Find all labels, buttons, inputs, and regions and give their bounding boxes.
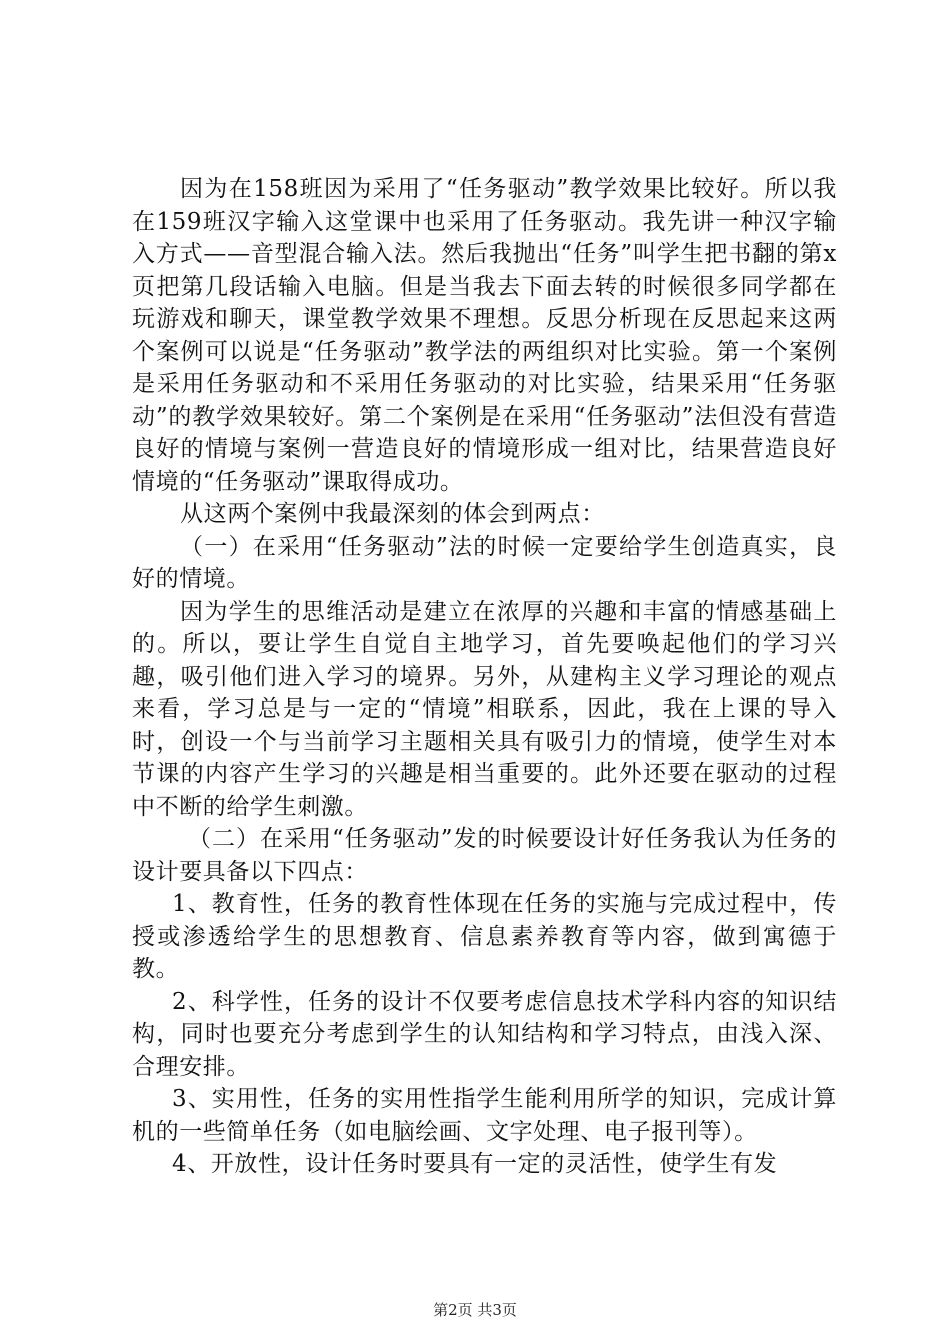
list-item-practical: 3、实用性，任务的实用性指学生能利用所学的知识，完成计算机的一些简单任务（如电脑绘画、文字处理、电子报刊等）。 xyxy=(132,1086,837,1145)
document-body xyxy=(132,173,837,1181)
paragraph-point-two-heading: （二）在采用“任务驱动”发的时候要设计好任务我认为任务的设计要具备以下四点： xyxy=(132,826,837,885)
page-footer: 第2页 共3页 xyxy=(433,1301,517,1319)
paragraph-point-one-body: 因为学生的思维活动是建立在浓厚的兴趣和丰富的情感基础上的。所以，要让学生自觉自主地学习，首先要唤起他们的学习兴趣，吸引他们进入学习的境界。另外，从建构主义学习理论的观点来看，学习总是与一定的“情境”相联系，因此，我在上课的导入时，创设一个与当前学习主题相关具有吸引力的情境，使学生对本节课的内容产生学习的兴趣是相当重要的。此外还要在驱动的过程中不断的给学生刺激。 xyxy=(132,598,837,820)
list-item-open: 4、开放性，设计任务时要具有一定的灵活性，使学生有发 xyxy=(172,1151,778,1177)
paragraph-point-one-heading: （一）在采用“任务驱动”法的时候一定要给学生创造真实，良好的情境。 xyxy=(132,533,837,592)
list-item-educational: 1、教育性，任务的教育性体现在任务的实施与完成过程中，传授或渗透给学生的思想教育、信息素养教育等内容，做到寓德于教。 xyxy=(132,891,837,982)
list-item-scientific: 2、科学性，任务的设计不仅要考虑信息技术学科内容的知识结构，同时也要充分考虑到学生的认知结构和学习特点，由浅入深、合理安排。 xyxy=(132,988,837,1080)
paragraph-two-points-intro: 从这两个案例中我最深刻的体会到两点： xyxy=(180,501,605,527)
paragraph-case-analysis: 因为在158班因为采用了“任务驱动”教学效果比较好。所以我在159班汉字输入这堂课中也采用了任务驱动。我先讲一种汉字输入方式——音型混合输入法。然后我抛出“任务”叫学生把书翻的第x页把第几段话输入电脑。但是当我去下面去转的时候很多同学都在玩游戏和聊天，课堂教学效果不理想。反思分析现在反思起来这两个案例可以说是“任务驱动”教学法的两组织对比实验。第一个案例是采用任务驱动和不采用任务驱动的对比实验，结果采用“任务驱动”的教学效果较好。第二个案例是在采用“任务驱动”法但没有营造良好的情境与案例一营造良好的情境形成一组对比，结果营造良好情境的“任务驱动”课取得成功。 xyxy=(132,176,837,495)
